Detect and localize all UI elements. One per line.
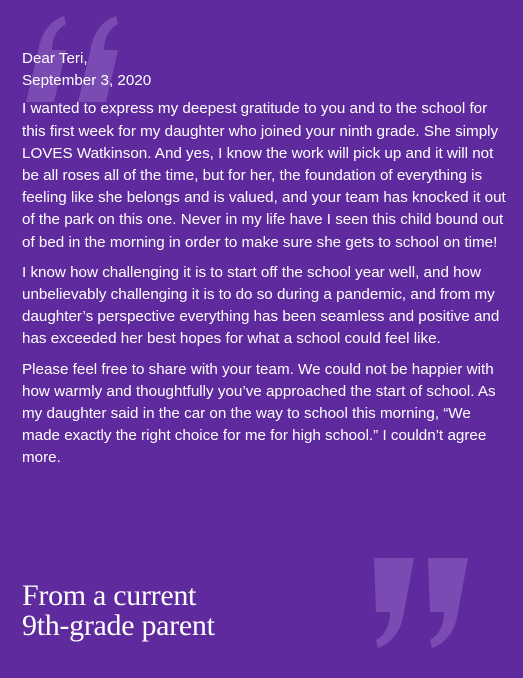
letter-paragraph: Please feel free to share with your team. We could not be happier with how warmly and thoughtfully you’ve approached the start of school. As my daughter said in the car on the way to school this morning, “We made exactly the right choice for me for high school.” I couldn’t agree more. <box>22 360 496 467</box>
letter-greeting: Dear Teri, <box>22 50 88 67</box>
letter-paragraph: I know how challenging it is to start off the school year well, and how unbelievably challenging it is to do so during a pandemic, and from my daughter’s perspective everything has been seamless and positive and has exceeded her best hopes for what a school could feel like. <box>22 263 500 348</box>
letter-date: September 3, 2020 <box>22 72 152 90</box>
letter-body <box>22 48 508 478</box>
attribution-line: 9th-grade parent <box>22 609 215 642</box>
letter-paragraph: I wanted to express my deepest gratitude to you and to the school for this first week for my daughter who joined your ninth grade. She simply LOVES Watkinson. And yes, I know the work will pick up and it will not be all roses all of the time, but for her, the foundation of everything is feeling like she belongs and is valued, and your team has knocked it out of the park on this one. Never in my life have I seen this child bound out of bed in the morning in order to make sure she gets to school on time! <box>22 100 506 251</box>
attribution-line: From a current <box>22 579 197 612</box>
attribution <box>22 581 215 641</box>
close-quote-icon <box>372 556 472 648</box>
